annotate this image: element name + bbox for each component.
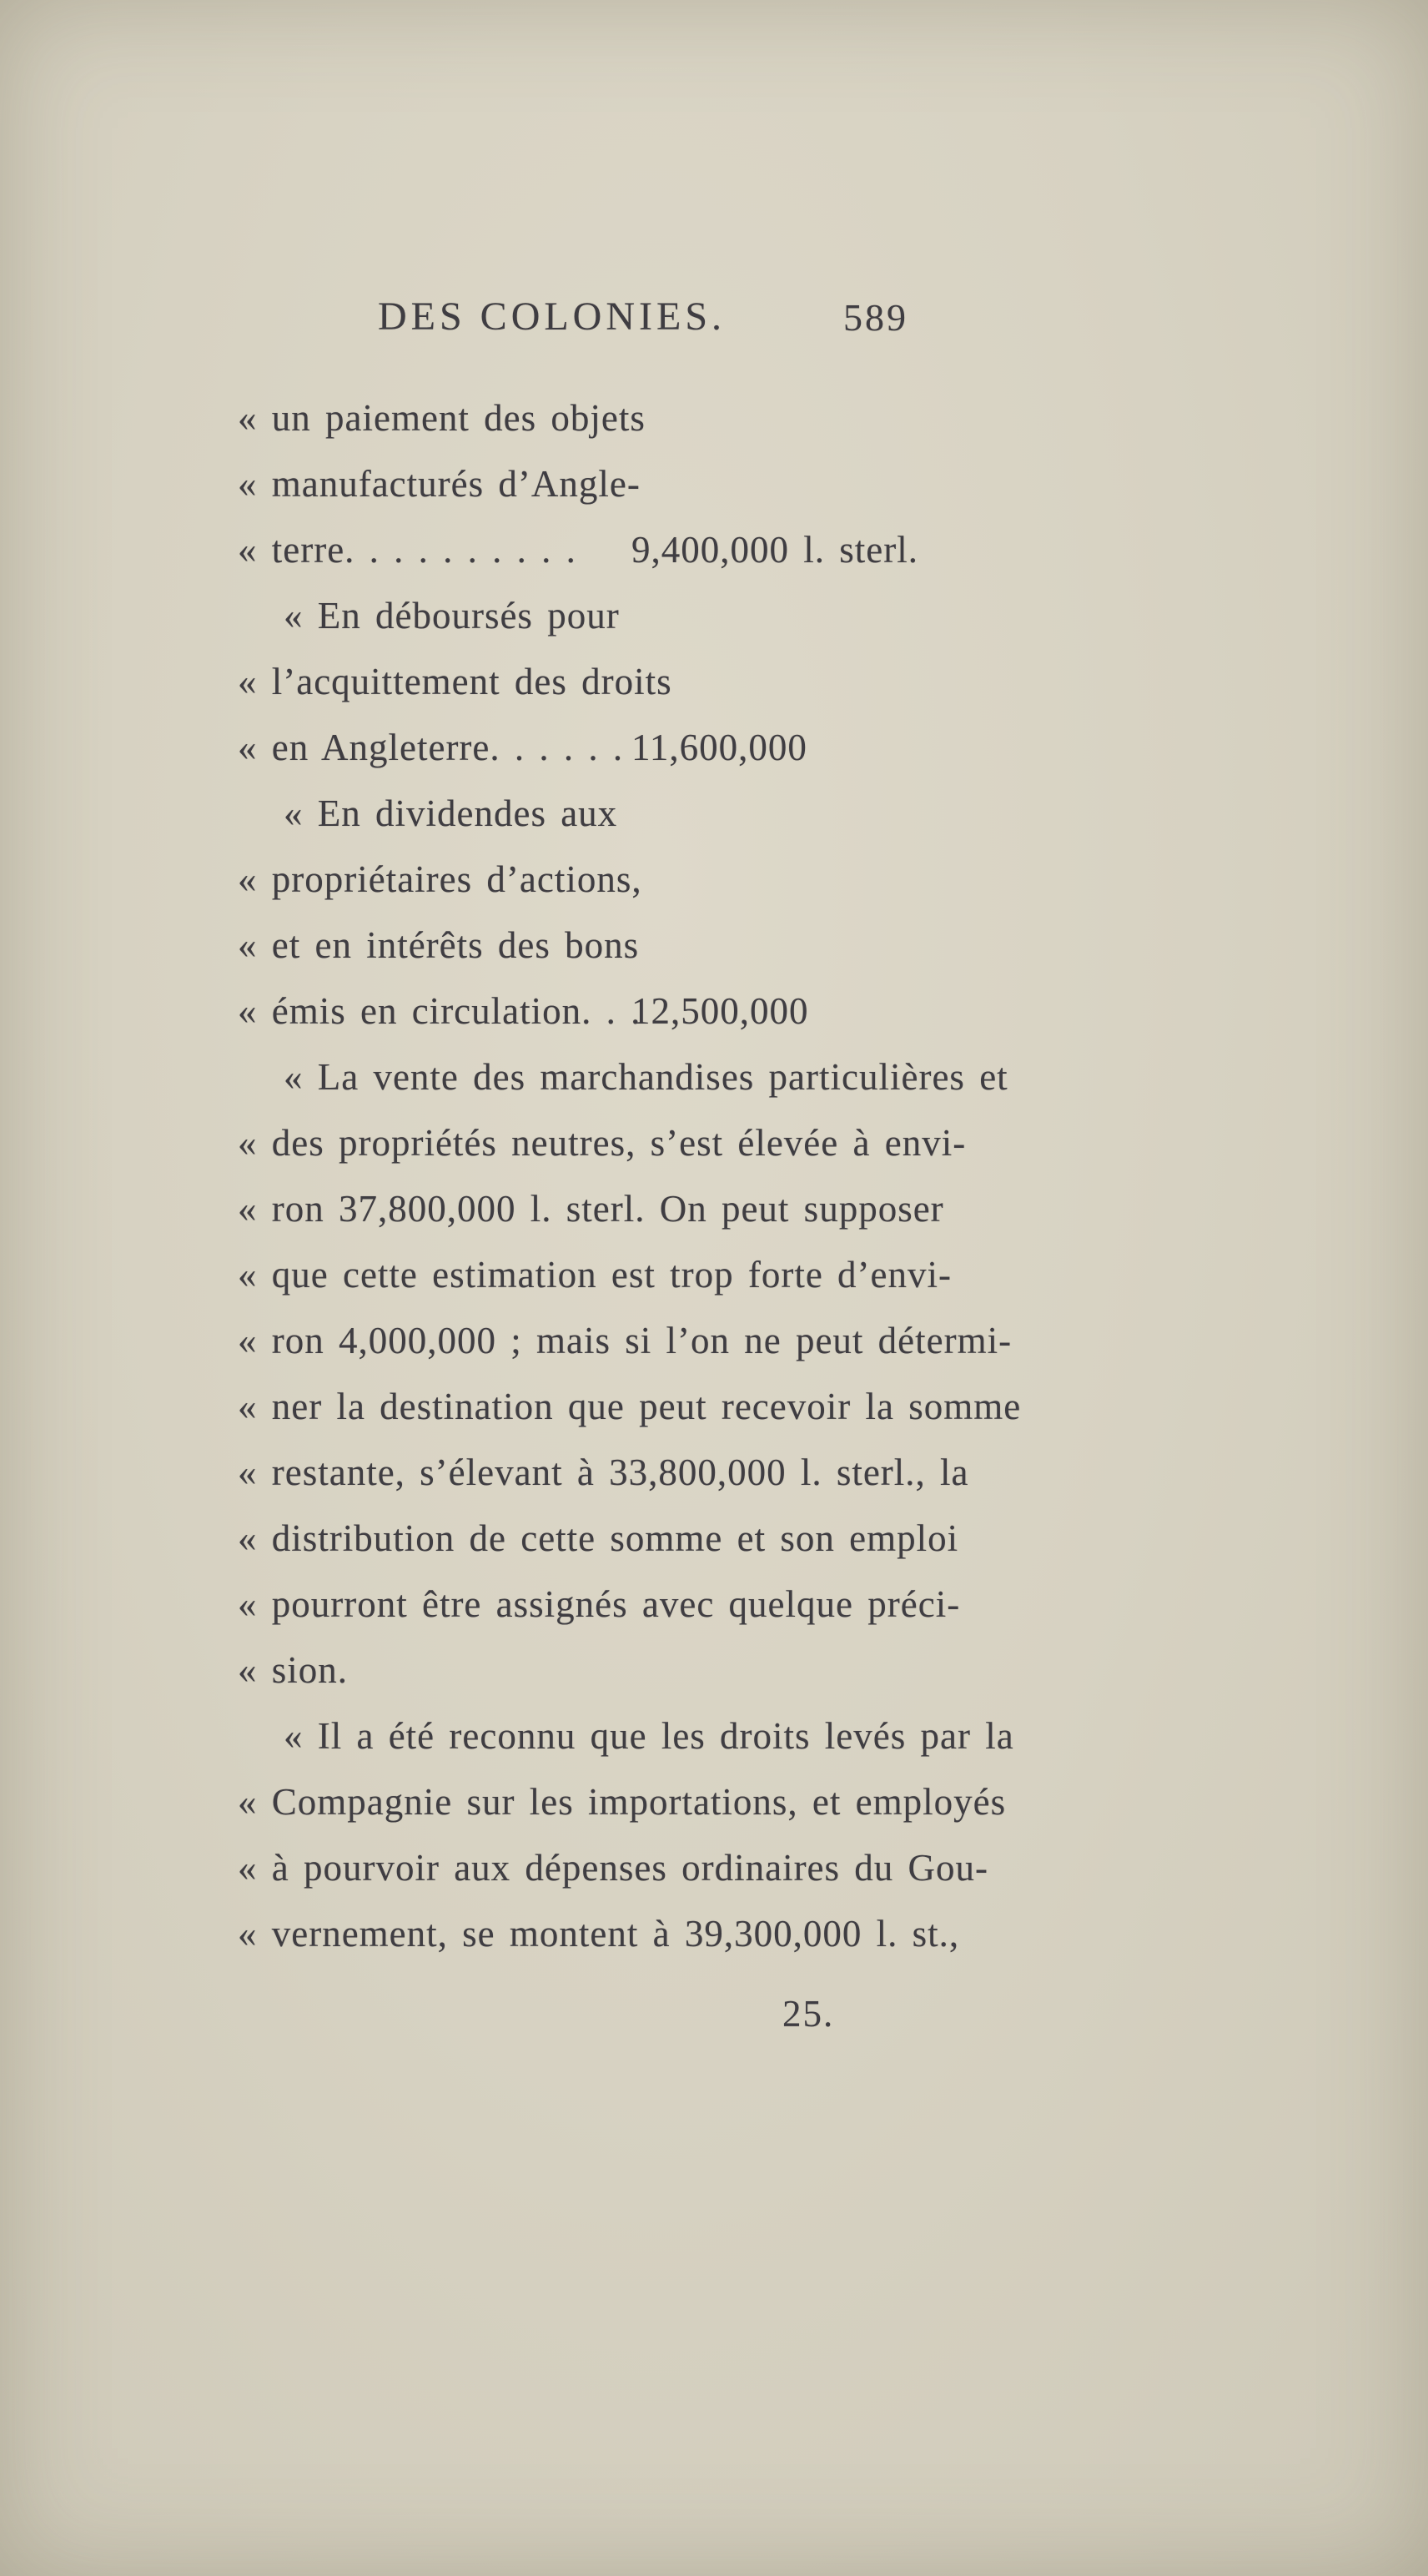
line-text: « pourront être assignés avec quelque préci- [238,1583,961,1625]
text-line [238,1440,1205,1506]
line-text: « des propriétés neutres, s’est élevée à envi- [238,1122,967,1164]
line-text: « que cette estimation est trop forte d’envi- [238,1254,952,1296]
text-line [238,1835,1205,1901]
line-amount: 11,600,000 [631,727,807,768]
line-amount: 12,500,000 [631,990,809,1032]
text-line [238,1044,1205,1110]
text-line [238,979,1205,1044]
line-text: « ron 4,000,000 ; mais si l’on ne peut détermi- [238,1320,1013,1361]
text-line [238,715,1205,781]
text-line [238,1506,1205,1572]
text-line [238,1901,1205,1967]
text-line [238,451,1205,517]
page-header [238,294,1197,354]
line-amount: 9,400,000 l. sterl. [631,529,918,571]
text-line [238,1703,1205,1769]
line-text: « l’acquittement des droits [238,661,672,702]
text-line [238,913,1205,979]
text-line [238,1110,1205,1176]
line-text: « ron 37,800,000 l. sterl. On peut supposer [238,1188,944,1230]
line-text: « manufacturés d’Angle- [238,463,641,505]
line-text: « terre. . . . . . . . . . [238,529,576,571]
text-line [238,1638,1205,1703]
line-text: « distribution de cette somme et son emploi [238,1517,959,1559]
text-line [238,1242,1205,1308]
line-text: « Compagnie sur les importations, et employés [238,1781,1007,1823]
text-line [238,649,1205,715]
line-text: « En déboursés pour [284,595,620,636]
line-text: « un paiement des objets [238,397,646,439]
text-line [238,781,1205,847]
line-text: « La vente des marchandises particulières et [284,1056,1008,1098]
line-text: « propriétaires d’actions, [238,858,642,900]
line-text: « restante, s’élevant à 33,800,000 l. sterl., la [238,1452,969,1493]
line-text: « sion. [238,1649,349,1691]
line-text: « ner la destination que peut recevoir la somme [238,1386,1022,1427]
text-block [238,385,1205,1967]
line-text: « émis en circulation. . . [238,990,641,1032]
text-line [238,847,1205,913]
line-text: « Il a été reconnu que les droits levés par la [284,1715,1014,1757]
line-text: « en Angleterre. . . . . . [238,727,624,768]
page-title: DES COLONIES. [378,294,727,339]
signature-mark: 25. [782,1993,835,2035]
line-text: « vernement, se montent à 39,300,000 l. st., [238,1913,960,1955]
text-line [238,1308,1205,1374]
line-text: « En dividendes aux [284,792,618,834]
line-text: « et en intérêts des bons [238,924,640,966]
text-line [238,583,1205,649]
text-line [238,1769,1205,1835]
text-line [238,1374,1205,1440]
text-line [238,385,1205,451]
text-line [238,517,1205,583]
page-number: 589 [843,296,908,339]
text-line [238,1176,1205,1242]
text-line [238,1572,1205,1638]
line-text: « à pourvoir aux dépenses ordinaires du Gou- [238,1847,989,1889]
